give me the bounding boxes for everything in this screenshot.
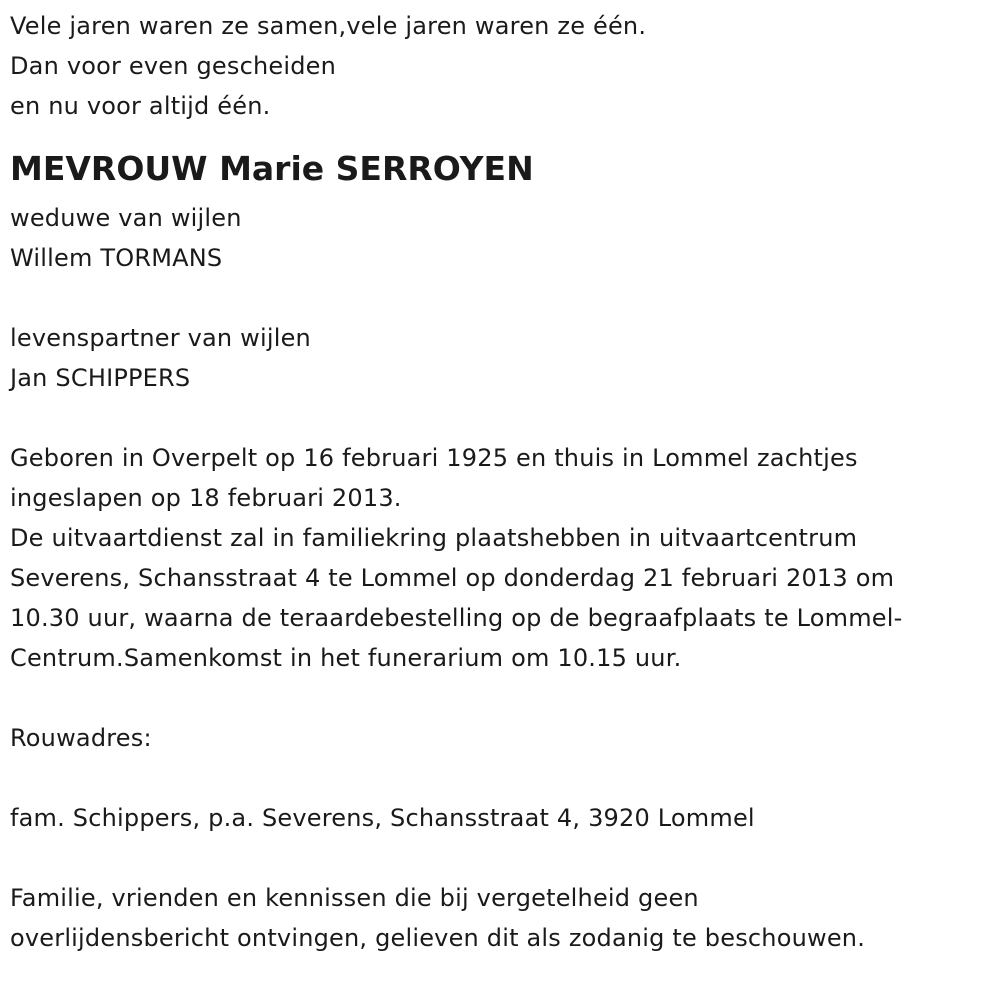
details-line: Severens, Schansstraat 4 te Lommel op donderdag 21 februari 2013 om [10,564,895,592]
closing-line: Familie, vrienden en kennissen die bij vergetelheid geen [10,884,699,912]
details-line: De uitvaartdienst zal in familiekring plaatshebben in uitvaartcentrum [10,524,858,552]
partner-of: Jan SCHIPPERS [10,364,191,392]
spacer [10,278,1000,318]
relations [10,198,1000,398]
deceased-name: MEVROUW Marie SERROYEN [10,149,534,188]
poem-line: en nu voor altijd één. [10,92,271,120]
mourning-address-label: Rouwadres: [10,724,152,752]
poem-line: Vele jaren waren ze samen,vele jaren waren ze één. [10,12,647,40]
widow-of: Willem TORMANS [10,244,223,272]
partner-label: levenspartner van wijlen [10,324,311,352]
widow-label: weduwe van wijlen [10,204,242,232]
details-line: Geboren in Overpelt op 16 februari 1925 en thuis in Lommel zachtjes [10,444,858,472]
poem-line: Dan voor even gescheiden [10,52,337,80]
closing-note [10,878,1000,958]
spacer [10,678,1000,718]
spacer [10,838,1000,878]
details-line: ingeslapen op 18 februari 2013. [10,484,402,512]
poem [10,6,1000,126]
closing-line: overlijdensbericht ontvingen, gelieven dit als zodanig te beschouwen. [10,924,866,952]
funeral-details [10,438,1000,678]
spacer [10,758,1000,798]
spacer [10,398,1000,438]
mourning-address-value: fam. Schippers, p.a. Severens, Schansstraat 4, 3920 Lommel [10,804,755,832]
details-line: Centrum.Samenkomst in het funerarium om 10.15 uur. [10,644,682,672]
mourning-address [10,718,1000,838]
details-line: 10.30 uur, waarna de teraardebestelling op de begraafplaats te Lommel- [10,604,903,632]
